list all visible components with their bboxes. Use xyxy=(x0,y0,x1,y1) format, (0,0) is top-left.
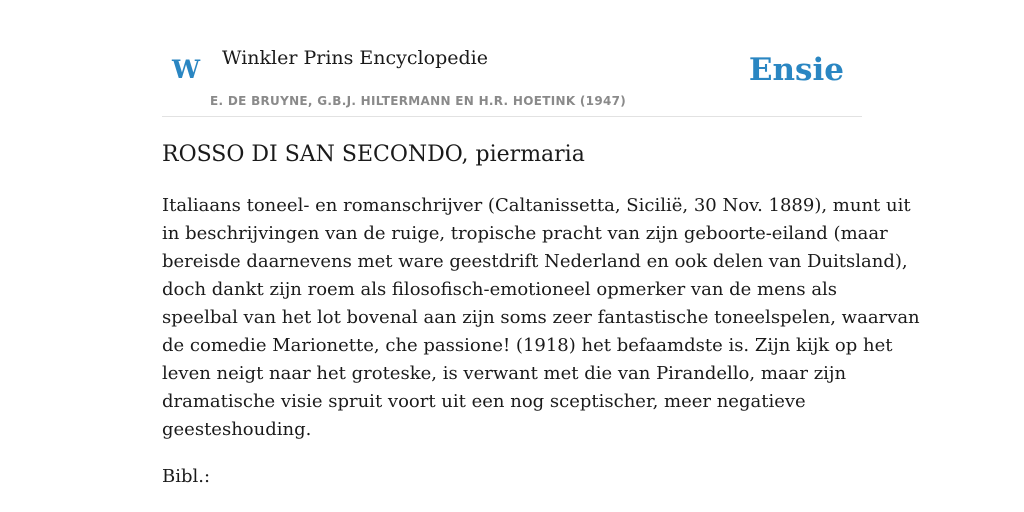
entry-body xyxy=(162,192,920,444)
encyclopedia-logo[interactable]: W xyxy=(172,55,201,84)
ensie-brand-logo[interactable]: Ensie xyxy=(748,52,844,88)
entry-title: ROSSO DI SAN SECONDO, piermaria xyxy=(162,142,585,167)
entry-body-line: bereisde daarnevens met ware geestdrift Nederland en ook delen van Duitsland), xyxy=(162,251,908,272)
encyclopedia-title-link[interactable]: Winkler Prins Encyclopedie xyxy=(222,47,488,69)
entry-body-line: doch dankt zijn roem als filosofisch-emotioneel opmerker van de mens als xyxy=(162,279,838,300)
entry-body-line: geesteshouding. xyxy=(162,419,312,440)
entry-body-line: speelbal van het lot bovenal aan zijn soms zeer fantastische toneelspelen, waarvan xyxy=(162,307,920,328)
bibliography-label: Bibl.: xyxy=(162,466,211,487)
entry-body-line: dramatische visie spruit voort uit een nog sceptischer, meer negatieve xyxy=(162,391,806,412)
entry-body-line: in beschrijvingen van de ruige, tropische pracht van zijn geboorte-eiland (maar xyxy=(162,223,888,244)
site-header xyxy=(162,0,862,117)
encyclopedia-authors: E. DE BRUYNE, G.B.J. HILTERMANN EN H.R. HOETINK (1947) xyxy=(210,94,627,108)
entry-body-line: Italiaans toneel- en romanschrijver (Caltanissetta, Sicilië, 30 Nov. 1889), munt uit xyxy=(162,195,911,216)
entry-body-line: leven neigt naar het groteske, is verwant met die van Pirandello, maar zijn xyxy=(162,363,847,384)
entry-body-line: de comedie Marionette, che passione! (1918) het befaamdste is. Zijn kijk op het xyxy=(162,335,893,356)
